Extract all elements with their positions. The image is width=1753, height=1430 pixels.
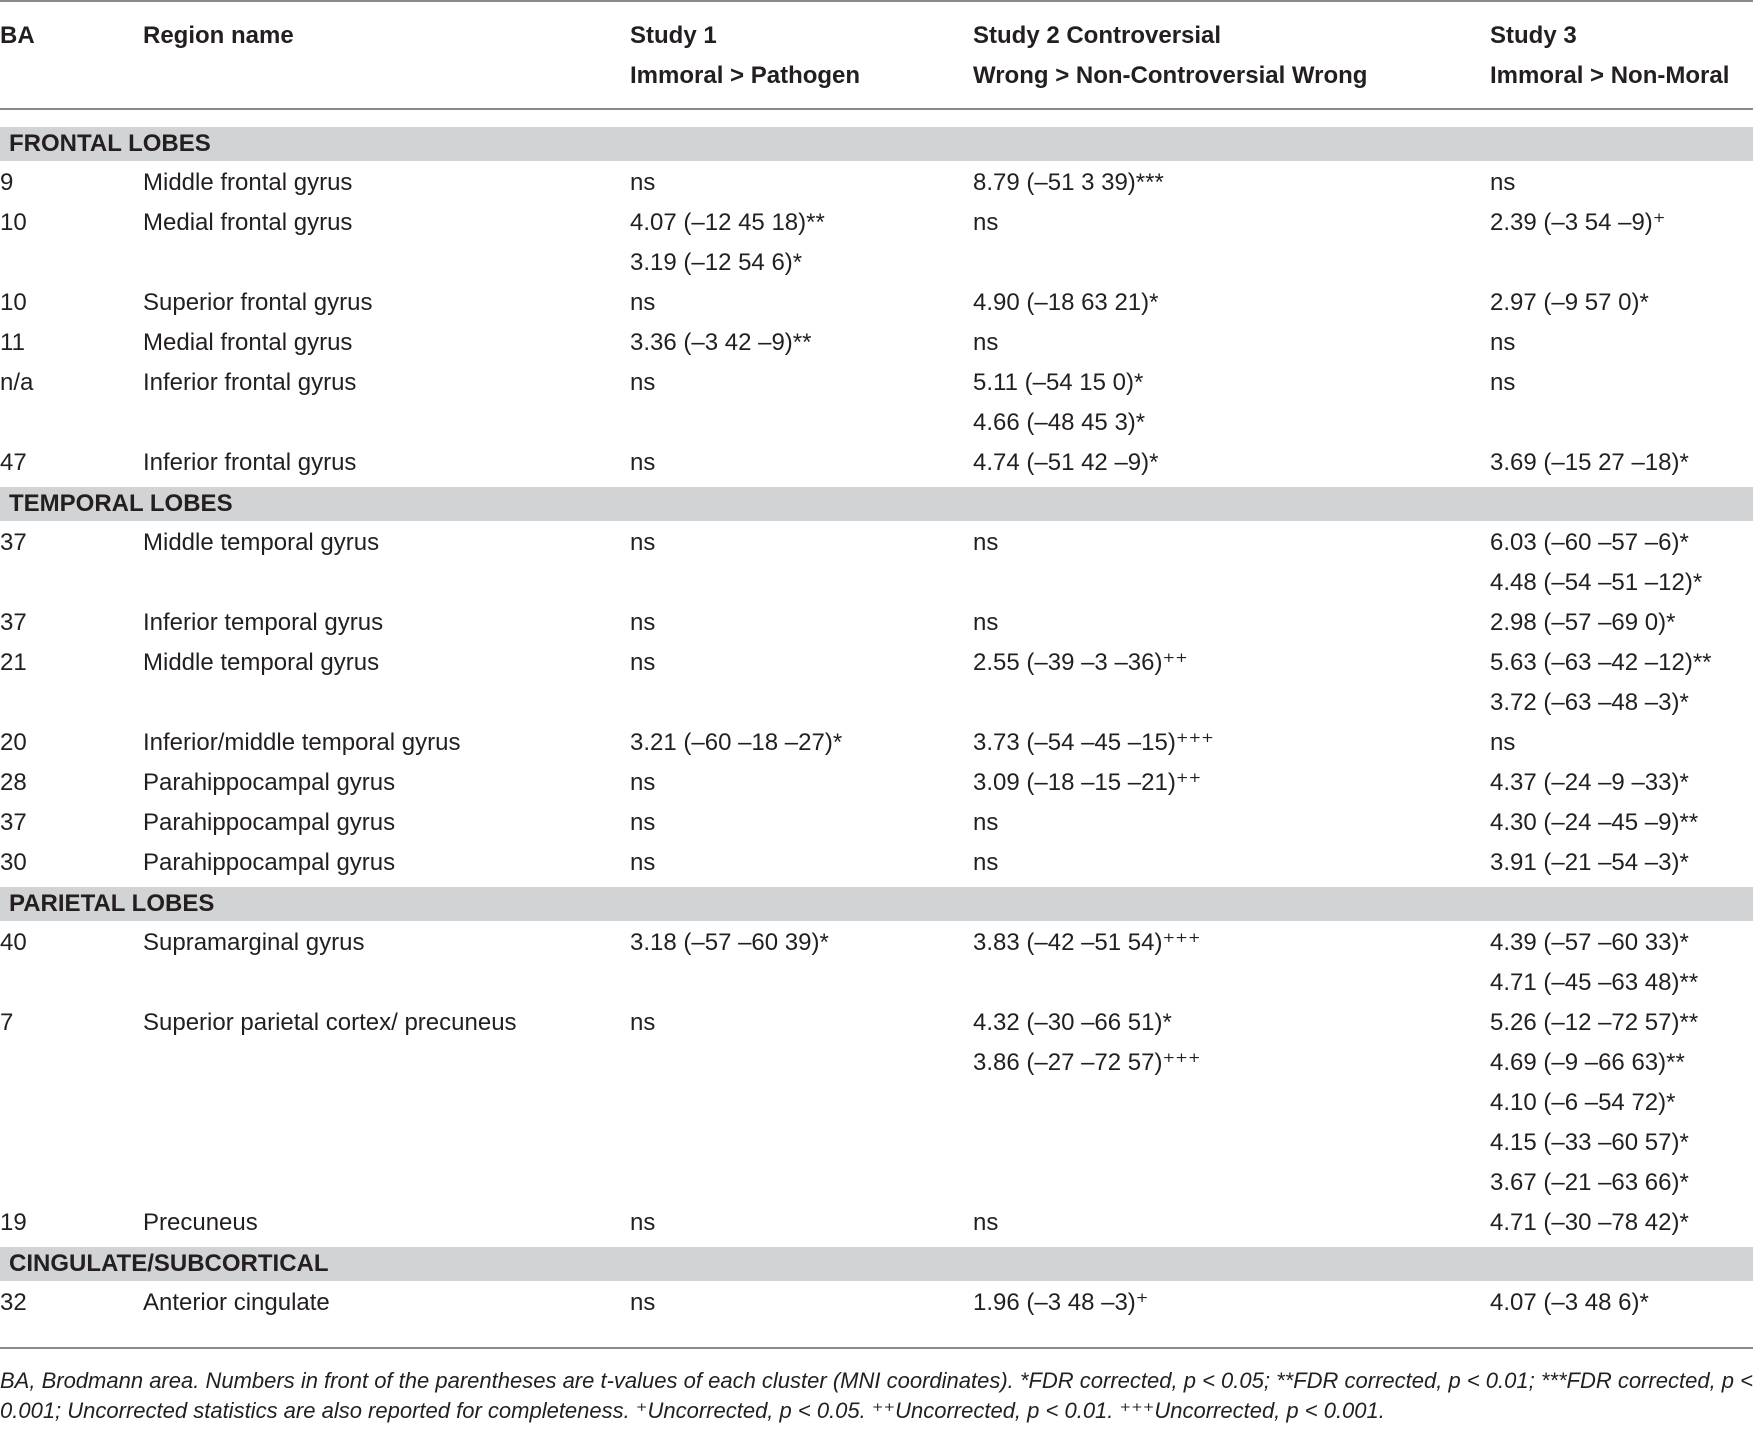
header-study1 <box>630 16 860 96</box>
region-cell: Middle temporal gyrus <box>143 529 380 556</box>
header-region-label: Region name <box>143 22 294 49</box>
study3-cell <box>1490 203 1665 243</box>
table-row <box>0 763 1753 803</box>
stat-value: 4.37 (–24 –9 –33)* <box>1490 769 1689 796</box>
stat-value: 4.10 (–6 –54 72)* <box>1490 1089 1676 1116</box>
stat-value: 5.63 (–63 –42 –12)** <box>1490 649 1712 676</box>
stat-value: ns <box>1490 369 1516 396</box>
region-cell: Precuneus <box>143 1209 258 1236</box>
header-study2-contrast: Wrong > Non-Controversial Wrong <box>973 62 1368 89</box>
study1-cell <box>630 363 655 403</box>
table-row <box>0 283 1753 323</box>
table-row <box>0 603 1753 643</box>
ba-cell: 19 <box>0 1209 27 1236</box>
study3-cell <box>1490 803 1698 843</box>
study3-cell <box>1490 443 1689 483</box>
study1-cell <box>630 1283 655 1323</box>
stat-value: 3.69 (–15 27 –18)* <box>1490 449 1689 476</box>
region-cell: Supramarginal gyrus <box>143 929 365 956</box>
study3-cell <box>1490 923 1698 1003</box>
stat-value: 4.71 (–45 –63 48)** <box>1490 969 1699 996</box>
stat-value: 5.26 (–12 –72 57)** <box>1490 1009 1699 1036</box>
ba-cell: 21 <box>0 649 27 676</box>
stat-value: ns <box>630 289 656 316</box>
stat-value: 1.96 (–3 48 –3)⁺ <box>973 1289 1149 1316</box>
ba-cell: 37 <box>0 529 27 556</box>
region-cell: Middle frontal gyrus <box>143 169 353 196</box>
table-row <box>0 803 1753 843</box>
stat-value: 4.30 (–24 –45 –9)** <box>1490 809 1699 836</box>
study3-cell <box>1490 723 1515 763</box>
study1-cell <box>630 843 655 883</box>
ba-cell: 47 <box>0 449 27 476</box>
header-study1-contrast: Immoral > Pathogen <box>630 62 861 89</box>
study1-cell <box>630 1003 655 1043</box>
study3-cell <box>1490 283 1649 323</box>
section-title: FRONTAL LOBES <box>9 130 211 157</box>
ba-cell: 40 <box>0 929 27 956</box>
stat-value: 5.11 (–54 15 0)* <box>973 369 1144 396</box>
stat-value: ns <box>973 809 999 836</box>
stat-value: 3.18 (–57 –60 39)* <box>630 929 829 956</box>
stat-value: ns <box>630 449 656 476</box>
table-row <box>0 1203 1753 1243</box>
region-cell: Medial frontal gyrus <box>143 329 353 356</box>
stat-value: ns <box>973 609 999 636</box>
study3-cell <box>1490 763 1689 803</box>
stat-value: 4.74 (–51 42 –9)* <box>973 449 1159 476</box>
table-row <box>0 723 1753 763</box>
stat-value: ns <box>630 809 656 836</box>
study3-cell <box>1490 1003 1698 1203</box>
stat-value: 2.55 (–39 –3 –36)⁺⁺ <box>973 649 1188 676</box>
study3-cell <box>1490 523 1702 603</box>
stat-value: ns <box>630 609 656 636</box>
stat-value: ns <box>630 649 656 676</box>
stat-value: 4.15 (–33 –60 57)* <box>1490 1129 1689 1156</box>
header-study1-title: Study 1 <box>630 22 717 49</box>
stat-value: ns <box>630 1009 656 1036</box>
header-study3 <box>1490 16 1729 96</box>
stat-value: 3.67 (–21 –63 66)* <box>1490 1169 1689 1196</box>
header-rule <box>0 108 1753 110</box>
stat-value: ns <box>630 1289 656 1316</box>
stat-value: 3.72 (–63 –48 –3)* <box>1490 689 1689 716</box>
table-footnote: BA, Brodmann area. Numbers in front of the parentheses are t-values of each cluster (MNI coordinates). *FDR corrected, p < 0.05; **FDR corrected, p < 0.01; ***FDR corrected, p < 0.001; Uncorrected statistics are also reported for completeness. ⁺Uncorrected, p < 0.05. ⁺⁺Uncorrected, p < 0.01. ⁺⁺⁺Uncorrected, p < 0.001. <box>0 1368 1753 1423</box>
study3-cell <box>1490 603 1675 643</box>
study1-cell <box>630 643 655 683</box>
region-cell: Superior frontal gyrus <box>143 289 373 316</box>
stat-value: 4.69 (–9 –66 63)** <box>1490 1049 1685 1076</box>
study2-cell <box>973 1003 1200 1083</box>
stat-value: ns <box>630 769 656 796</box>
study1-cell <box>630 923 829 963</box>
study2-cell <box>973 1203 998 1243</box>
section-title: PARIETAL LOBES <box>9 890 215 917</box>
ba-cell: 11 <box>0 329 25 356</box>
study2-cell <box>973 523 998 563</box>
region-cell: Anterior cingulate <box>143 1289 330 1316</box>
study3-cell <box>1490 163 1515 203</box>
ba-cell: 10 <box>0 209 27 236</box>
study3-cell <box>1490 843 1689 883</box>
stat-value: ns <box>1490 169 1516 196</box>
stat-value: 3.91 (–21 –54 –3)* <box>1490 849 1689 876</box>
stat-value: 2.39 (–3 54 –9)⁺ <box>1490 209 1666 236</box>
ba-cell: 9 <box>0 169 14 196</box>
section-header <box>0 127 1753 161</box>
region-cell: Inferior frontal gyrus <box>143 449 357 476</box>
header-ba-label: BA <box>0 22 35 49</box>
stat-value: 2.98 (–57 –69 0)* <box>1490 609 1676 636</box>
stat-value: 4.07 (–3 48 6)* <box>1490 1289 1649 1316</box>
study1-cell <box>630 1203 655 1243</box>
stat-value: 2.97 (–9 57 0)* <box>1490 289 1649 316</box>
table-row <box>0 163 1753 203</box>
region-cell: Inferior frontal gyrus <box>143 369 357 396</box>
stat-value: 4.07 (–12 45 18)** <box>630 209 825 236</box>
study1-cell <box>630 443 655 483</box>
table-row <box>0 643 1753 723</box>
stat-value: 3.83 (–42 –51 54)⁺⁺⁺ <box>973 929 1201 956</box>
study2-cell <box>973 843 998 883</box>
ba-cell: 7 <box>0 1009 14 1036</box>
table-row <box>0 923 1753 1003</box>
ba-cell: 32 <box>0 1289 27 1316</box>
study2-cell <box>973 443 1158 483</box>
ba-cell: 37 <box>0 609 27 636</box>
stat-value: 4.90 (–18 63 21)* <box>973 289 1159 316</box>
study2-cell <box>973 923 1200 963</box>
stat-value: ns <box>973 849 999 876</box>
study1-cell <box>630 763 655 803</box>
ba-cell: n/a <box>0 369 34 396</box>
study2-cell <box>973 283 1158 323</box>
study3-cell <box>1490 643 1712 723</box>
stat-value: 4.66 (–48 45 3)* <box>973 409 1146 436</box>
section-title: TEMPORAL LOBES <box>9 490 233 517</box>
study3-cell <box>1490 323 1515 363</box>
header-study3-contrast: Immoral > Non-Moral <box>1490 62 1730 89</box>
study2-cell <box>973 803 998 843</box>
region-cell: Superior parietal cortex/ precuneus <box>143 1009 517 1036</box>
stat-value: 3.36 (–3 42 –9)** <box>630 329 812 356</box>
study3-cell <box>1490 1283 1649 1323</box>
stat-value: 3.86 (–27 –72 57)⁺⁺⁺ <box>973 1049 1201 1076</box>
stat-value: ns <box>1490 329 1516 356</box>
stat-value: ns <box>973 529 999 556</box>
stat-value: ns <box>630 169 656 196</box>
study1-cell <box>630 723 842 763</box>
table-row <box>0 523 1753 603</box>
stat-value: 6.03 (–60 –57 –6)* <box>1490 529 1689 556</box>
stat-value: 3.09 (–18 –15 –21)⁺⁺ <box>973 769 1202 796</box>
study1-cell <box>630 323 811 363</box>
stat-value: ns <box>973 329 999 356</box>
study1-cell <box>630 523 655 563</box>
ba-cell: 28 <box>0 769 27 796</box>
study2-cell <box>973 363 1145 443</box>
table-row <box>0 1003 1753 1203</box>
ba-cell: 37 <box>0 809 27 836</box>
region-cell: Parahippocampal gyrus <box>143 769 396 796</box>
stat-value: 4.39 (–57 –60 33)* <box>1490 929 1689 956</box>
stat-value: 4.32 (–30 –66 51)* <box>973 1009 1172 1036</box>
study1-cell <box>630 163 655 203</box>
study2-cell <box>973 323 998 363</box>
ba-cell: 30 <box>0 849 27 876</box>
ba-cell: 10 <box>0 289 27 316</box>
study3-cell <box>1490 1203 1689 1243</box>
stat-value: ns <box>630 529 656 556</box>
header-ba <box>0 16 35 56</box>
table-row <box>0 363 1753 443</box>
study2-cell <box>973 643 1188 683</box>
top-rule <box>0 0 1753 2</box>
region-cell: Medial frontal gyrus <box>143 209 353 236</box>
ba-cell: 20 <box>0 729 27 756</box>
region-cell: Inferior temporal gyrus <box>143 609 384 636</box>
section-header <box>0 487 1753 521</box>
stat-value: 3.73 (–54 –45 –15)⁺⁺⁺ <box>973 729 1214 756</box>
table-row <box>0 843 1753 883</box>
header-study2 <box>973 16 1367 96</box>
study3-cell <box>1490 363 1515 403</box>
section-header <box>0 1247 1753 1281</box>
study2-cell <box>973 163 1164 203</box>
header-study3-title: Study 3 <box>1490 22 1577 49</box>
stat-value: ns <box>973 1209 999 1236</box>
stat-value: 4.71 (–30 –78 42)* <box>1490 1209 1689 1236</box>
study1-cell <box>630 283 655 323</box>
region-cell: Parahippocampal gyrus <box>143 809 396 836</box>
table-row <box>0 1283 1753 1323</box>
stat-value: ns <box>630 1209 656 1236</box>
study2-cell <box>973 203 998 243</box>
stat-value: ns <box>973 209 999 236</box>
bottom-rule <box>0 1347 1753 1349</box>
stat-value: ns <box>630 849 656 876</box>
section-header <box>0 887 1753 921</box>
study1-cell <box>630 603 655 643</box>
table-row <box>0 323 1753 363</box>
stat-value: 8.79 (–51 3 39)*** <box>973 169 1164 196</box>
header-study2-title: Study 2 Controversial <box>973 22 1222 49</box>
study1-cell <box>630 203 825 283</box>
table-row <box>0 443 1753 483</box>
header-region <box>143 16 294 56</box>
region-cell: Middle temporal gyrus <box>143 649 380 676</box>
region-cell: Inferior/middle temporal gyrus <box>143 729 461 756</box>
study2-cell <box>973 603 998 643</box>
stat-value: ns <box>1490 729 1516 756</box>
study2-cell <box>973 763 1201 803</box>
stat-value: 3.19 (–12 54 6)* <box>630 249 803 276</box>
study2-cell <box>973 723 1214 763</box>
study2-cell <box>973 1283 1148 1323</box>
section-title: CINGULATE/SUBCORTICAL <box>9 1250 329 1277</box>
table-row <box>0 203 1753 283</box>
stat-value: 3.21 (–60 –18 –27)* <box>630 729 843 756</box>
region-cell: Parahippocampal gyrus <box>143 849 396 876</box>
stat-value: ns <box>630 369 656 396</box>
study1-cell <box>630 803 655 843</box>
stat-value: 4.48 (–54 –51 –12)* <box>1490 569 1703 596</box>
